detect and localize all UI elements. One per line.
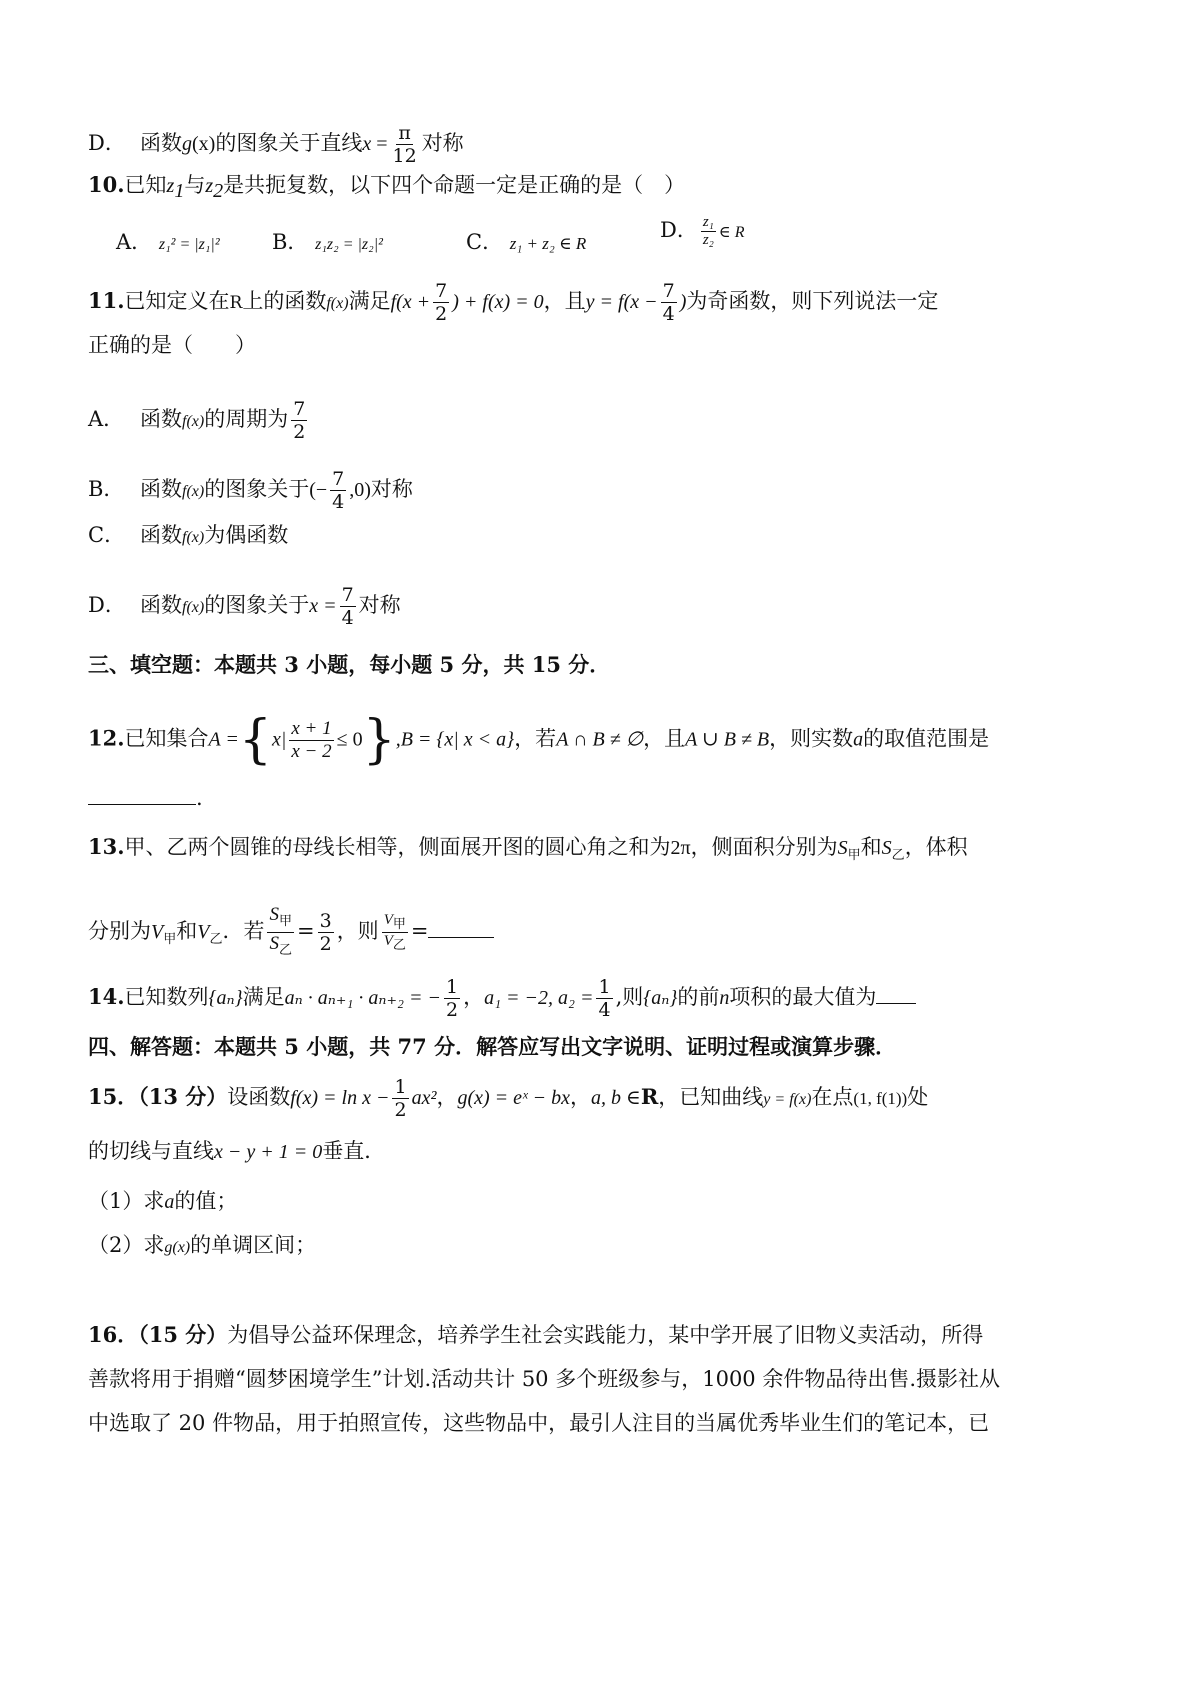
section-3-heading: 三、填空题：本题共 3 小题，每小题 5 分，共 15 分． xyxy=(88,652,611,677)
q16-line-3: 中选取了 20 件物品，用于拍照宣传，这些物品中，最引人注目的当属优秀毕业生们的笔记本，已 xyxy=(88,1411,990,1435)
q12-answer-blank[interactable] xyxy=(88,782,196,805)
q14-answer-blank[interactable] xyxy=(876,981,916,1004)
section-4-heading: 四、解答题：本题共 5 小题，共 77 分．解答应写出文字说明、证明过程或演算步骤． xyxy=(88,1034,897,1059)
q9-option-d: D． 函数g(x)的图象关于直线x = $\frac{\pi}{12}$ 对称 xyxy=(88,122,464,167)
q10-option-a: A． z₁² = |z₁|² xyxy=(116,230,220,254)
q11-option-b: B． 函数f(x)的图象关于(− $\frac{7}{4}$ ,0)对称 xyxy=(88,468,413,513)
q10-option-d: D． $\frac{\text{z₁}}{\text{z₂}}$ ∈ R xyxy=(660,214,745,248)
q11-option-c: C． 函数f(x)为偶函数 xyxy=(88,523,289,547)
q15-part-1: （1）求a的值； xyxy=(88,1189,238,1213)
q15-part-2: （2）求g(x)的单调区间； xyxy=(88,1233,317,1257)
q11-stem: 11.已知定义在R上的函数f(x)满足f(x + $\frac{7}{2}$ ) + f(x) = 0，且y = f(x − $\frac{7}{4}$ )为奇函数，则下列说法一定 xyxy=(88,280,939,325)
q11-option-d: D． 函数f(x)的图象关于x = $\frac{7}{4}$ 对称 xyxy=(88,584,401,629)
q12-stem: 12.已知集合A ={x| $\frac{x + 1}{x - 2}$ ≤ 0},B = {x| x < a}，若A ∩ B ≠ ∅，且A ∪ B ≠ B，则实数a的取值范围是 xyxy=(88,710,990,770)
q16-line-2: 善款将用于捐赠“圆梦困境学生”计划.活动共计 50 多个班级参与，1000 余件物品待出售.摄影社从 xyxy=(88,1367,1001,1391)
q9-fraction: $\frac{\pi}{12}$ xyxy=(392,122,417,167)
q10-stem: 10.已知$z_1$与$z_2$是共扼复数，以下四个命题一定是正确的是（ ） xyxy=(88,172,686,203)
q13-stem-cont: 分别为$V_甲$和$V_乙$．若 $\frac{S_甲}{S_乙}$ = $\frac{3}{2}$ ，则 $\frac{V_甲}{V_乙}$ = xyxy=(88,904,1120,961)
q12-answer-line: . xyxy=(88,782,1120,813)
q15-stem-cont: 的切线与直线x − y + 1 = 0垂直． xyxy=(88,1139,386,1163)
q11-stem-cont: 正确的是（ ） xyxy=(88,333,256,357)
q15-stem: 15．（13 分）设函数f(x) = ln x − $\frac{1}{2}$ ax²，g(x) = eˣ − bx，a, b ∈R，已知曲线y = f(x)在点(1, f(1))处 xyxy=(88,1076,929,1121)
q13-stem: 13.甲、乙两个圆锥的母线长相等，侧面展开图的圆心角之和为2π，侧面积分别为$S_甲$和$S_乙$，体积 xyxy=(88,834,968,864)
q10-option-c: C． z₁ + z₂ ∈ R xyxy=(466,230,587,254)
q16-line-1: 16．（15 分）为倡导公益环保理念，培养学生社会实践能力，某中学开展了旧物义卖活动，所得 xyxy=(88,1322,984,1347)
q14-stem: 14.已知数列{aₙ}满足aₙ · aₙ₊₁ · aₙ₊₂ = − $\frac{1}{2}$ ，a₁ = −2, a₂ = $\frac{1}{4}$ ,则{aₙ}的前n项积的最大值为 xyxy=(88,976,1120,1021)
q13-answer-blank[interactable] xyxy=(428,915,494,938)
q10-option-b: B． z₁z₂ = |z₂|² xyxy=(272,230,383,254)
q11-option-a: A． 函数f(x)的周期为 $\frac{7}{2}$ xyxy=(88,398,306,443)
